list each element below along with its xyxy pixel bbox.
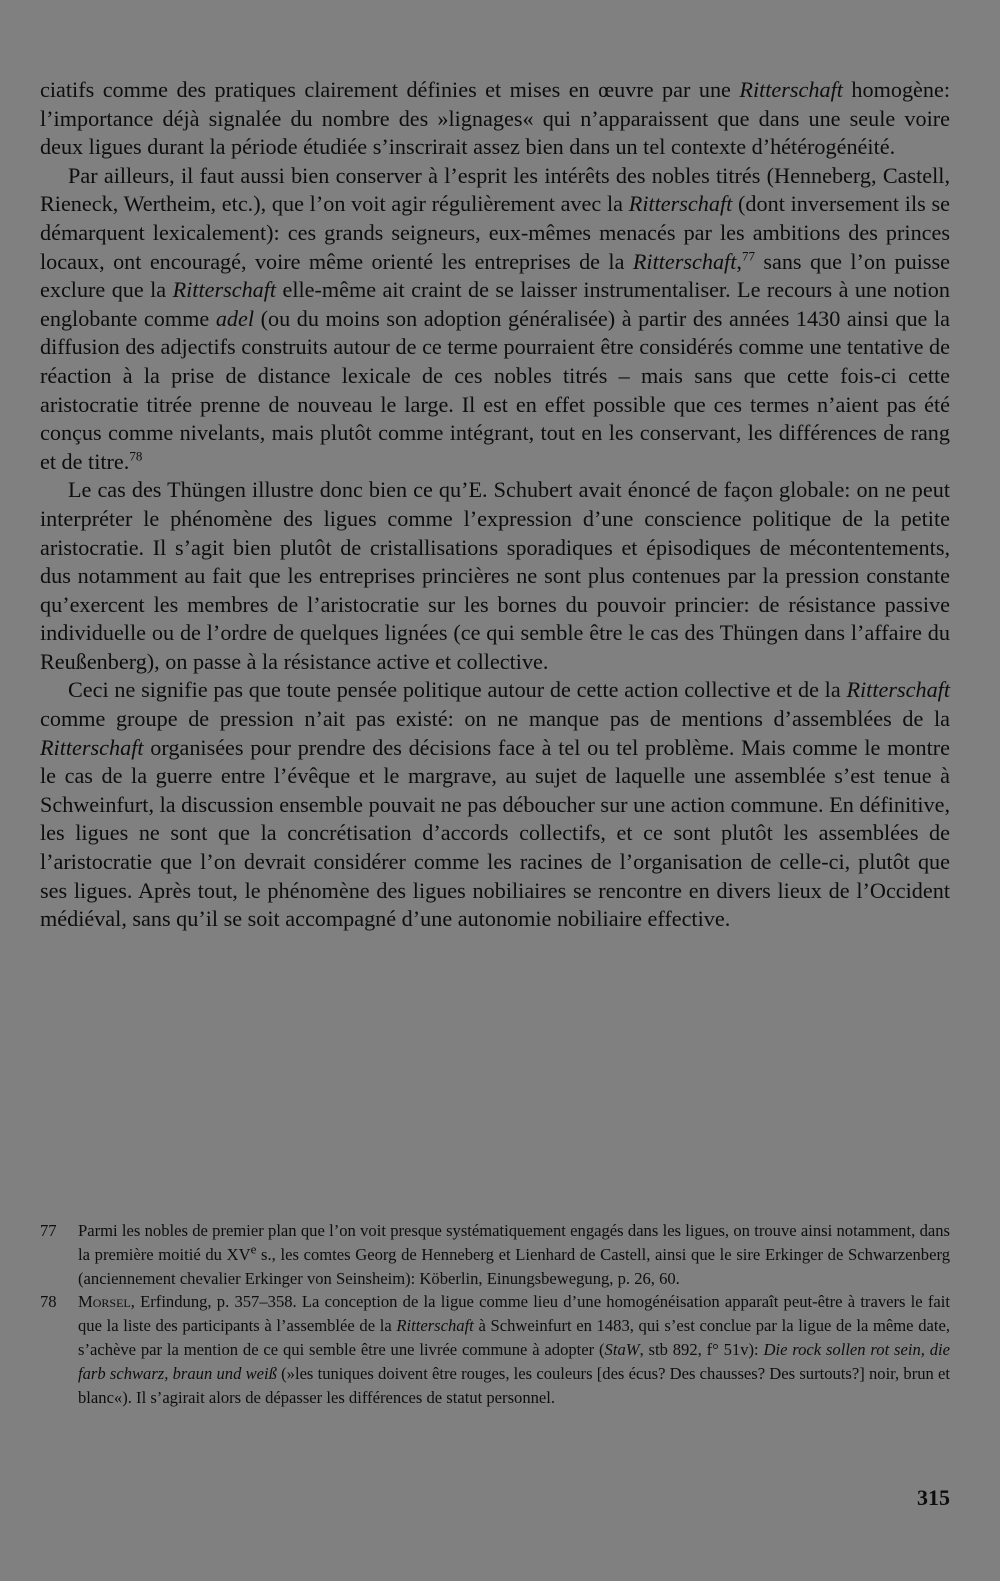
text-run: Ceci ne signifie pas que toute pensée politique autour de cette action collective et de la	[68, 677, 847, 703]
italic-text: adel	[215, 305, 255, 331]
footnote-ref: 78	[129, 448, 143, 464]
text-run: comme groupe de pression n’ait pas existé: on ne manque pas de mentions d’assemblées de la	[40, 706, 950, 732]
footnote-ref: 77	[741, 248, 755, 264]
italic-text: Ritterschaft	[628, 191, 733, 217]
text-run: homogène: l’importance déjà signalée du nombre des »lignages« qui n’apparaissent que dans une seule voire deux ligues durant la période étudiée s’inscrirait assez bien dans un tel contexte d’hétérogénéité.	[40, 77, 950, 160]
footnote-text	[78, 1219, 950, 1290]
text-run: sans que l’on puisse exclure que la	[40, 248, 950, 303]
text-run: (dont inversement ils se démarquent lexicalement): ces grands seigneurs, eux-mêmes menacés par les ambitions des princes locaux, ont encouragé, voire même orienté les entreprises de la	[40, 191, 950, 274]
italic-text: StaW	[604, 1339, 640, 1359]
paragraph-4	[40, 676, 950, 933]
italic-text: Ritterschaft	[396, 1316, 474, 1336]
text-run: à Schweinfurt en 1483, qui s’est conclue par la ligue de la même date, s’achève par la mention de ce qui semble être une livrée commune à adopter (	[78, 1316, 950, 1359]
footnote-77	[40, 1219, 950, 1290]
footnote-78	[40, 1290, 950, 1409]
text-run: elle-même ait craint de se laisser instrumentaliser. Le recours à une notion englobante comme	[40, 277, 950, 331]
text-run: ,	[736, 248, 742, 274]
footnote-ref: e	[250, 1241, 257, 1257]
author-name: Morsel	[78, 1292, 131, 1312]
text-run: (ou du moins son adoption généralisée) à partir des années 1430 ainsi que la diffusion des adjectifs construits autour de ce terme pourraient être considérés comme une tentative de réaction à la prise de distance lexicale de ces nobles titrés – mais sans que cette fois-ci cette aristocratie titrée prenne de nouveau le large. Il est en effet possible que ces termes n’aient pas été conçus comme nivelants, mais plutôt comme intégrant, tout en les conservant, les différences de rang et de titre.	[40, 305, 951, 474]
main-text	[40, 76, 950, 934]
text-run: Par ailleurs, il faut aussi bien conserver à l’esprit les intérêts des nobles titrés (Henneberg, Castell, Rieneck, Wertheim, etc.), que l’on voit agir régulièrement avec la	[40, 162, 950, 217]
italic-text: Die rock sollen rot sein, die farb schwarz, braun und weiß	[78, 1339, 950, 1383]
text-run: Parmi les nobles de premier plan que l’on voit presque systématiquement engagés dans les ligues, on trouve ainsi notamment, dans la première moitié du XV	[78, 1221, 950, 1264]
paragraph-3	[40, 476, 950, 676]
paragraph-2	[40, 162, 950, 477]
italic-text: Ritterschaft	[739, 77, 843, 102]
text-run: s., les comtes Georg de Henneberg et Lienhard de Castell, ainsi que le sire Erkinger de Schwarzenberg (anciennement chevalier Erkinger von Seinsheim): Köberlin, Einungsbewegung, p. 26, 60.	[78, 1244, 950, 1288]
text-run: , stb 892, f° 51v):	[639, 1339, 764, 1359]
footnotes	[40, 1219, 950, 1409]
paragraph-1	[40, 76, 950, 162]
footnote-text	[78, 1290, 950, 1409]
footnote-number: 78	[40, 1292, 57, 1312]
italic-text: Ritterschaft	[846, 677, 950, 703]
italic-text: Ritterschaft	[40, 734, 144, 760]
text-run: (»les tuniques doivent être rouges, les couleurs [des écus? Des chausses? Des surtouts?] noir, brun et blanc«). Il s’agirait alors de dépasser les différences de statut personnel.	[78, 1363, 950, 1407]
text-run: Le cas des Thüngen illustre donc bien ce qu’E. Schubert avait énoncé de façon globale: on ne peut interpréter le phénomène des ligues comme l’expression d’une conscience politique de la petite aristocratie. Il s’agit bien plutôt de cristallisations sporadiques et épisodiques de mécontentements, dus notamment au fait que les entreprises princières ne sont plus contenues par la pression constante qu’exercent les membres de l’aristocratie sur les bornes du pouvoir princier: de résistance passive individuelle ou de l’ordre de quelques lignées (ce qui semble être le cas des Thüngen dans l’affaire du Reußenberg), on passe à la résistance active et collective.	[40, 477, 950, 674]
italic-text: Ritterschaft	[172, 277, 277, 303]
text-run: , Erfindung, p. 357–358. La conception de la ligue comme lieu d’une homogénéisation apparaît peut-être à travers le fait que la liste des participants à l’assemblée de la	[78, 1292, 950, 1336]
text-run: organisées pour prendre des décisions face à tel ou tel problème. Mais comme le montre le cas de la guerre entre l’évêque et le margrave, au sujet de laquelle une assemblée s’est tenue à Schweinfurt, la discussion ensemble pouvait ne pas déboucher sur une action commune. En définitive, les ligues ne sont que la concrétisation d’accords collectifs, et ce sont plutôt les assemblées de l’aristocratie que l’on devrait considérer comme les racines de l’organisation de celle-ci, plutôt que ses ligues. Après tout, le phénomène des ligues nobiliaires se rencontre en divers lieux de l’Occident médiéval, sans qu’il se soit accompagné d’une autonomie nobiliaire effective.	[40, 734, 950, 932]
page-number: 315	[917, 1485, 950, 1510]
italic-text: Ritterschaft	[632, 248, 737, 274]
footnote-number: 77	[40, 1221, 57, 1240]
text-run: ciatifs comme des pratiques clairement définies et mises en œuvre par une	[40, 77, 740, 102]
